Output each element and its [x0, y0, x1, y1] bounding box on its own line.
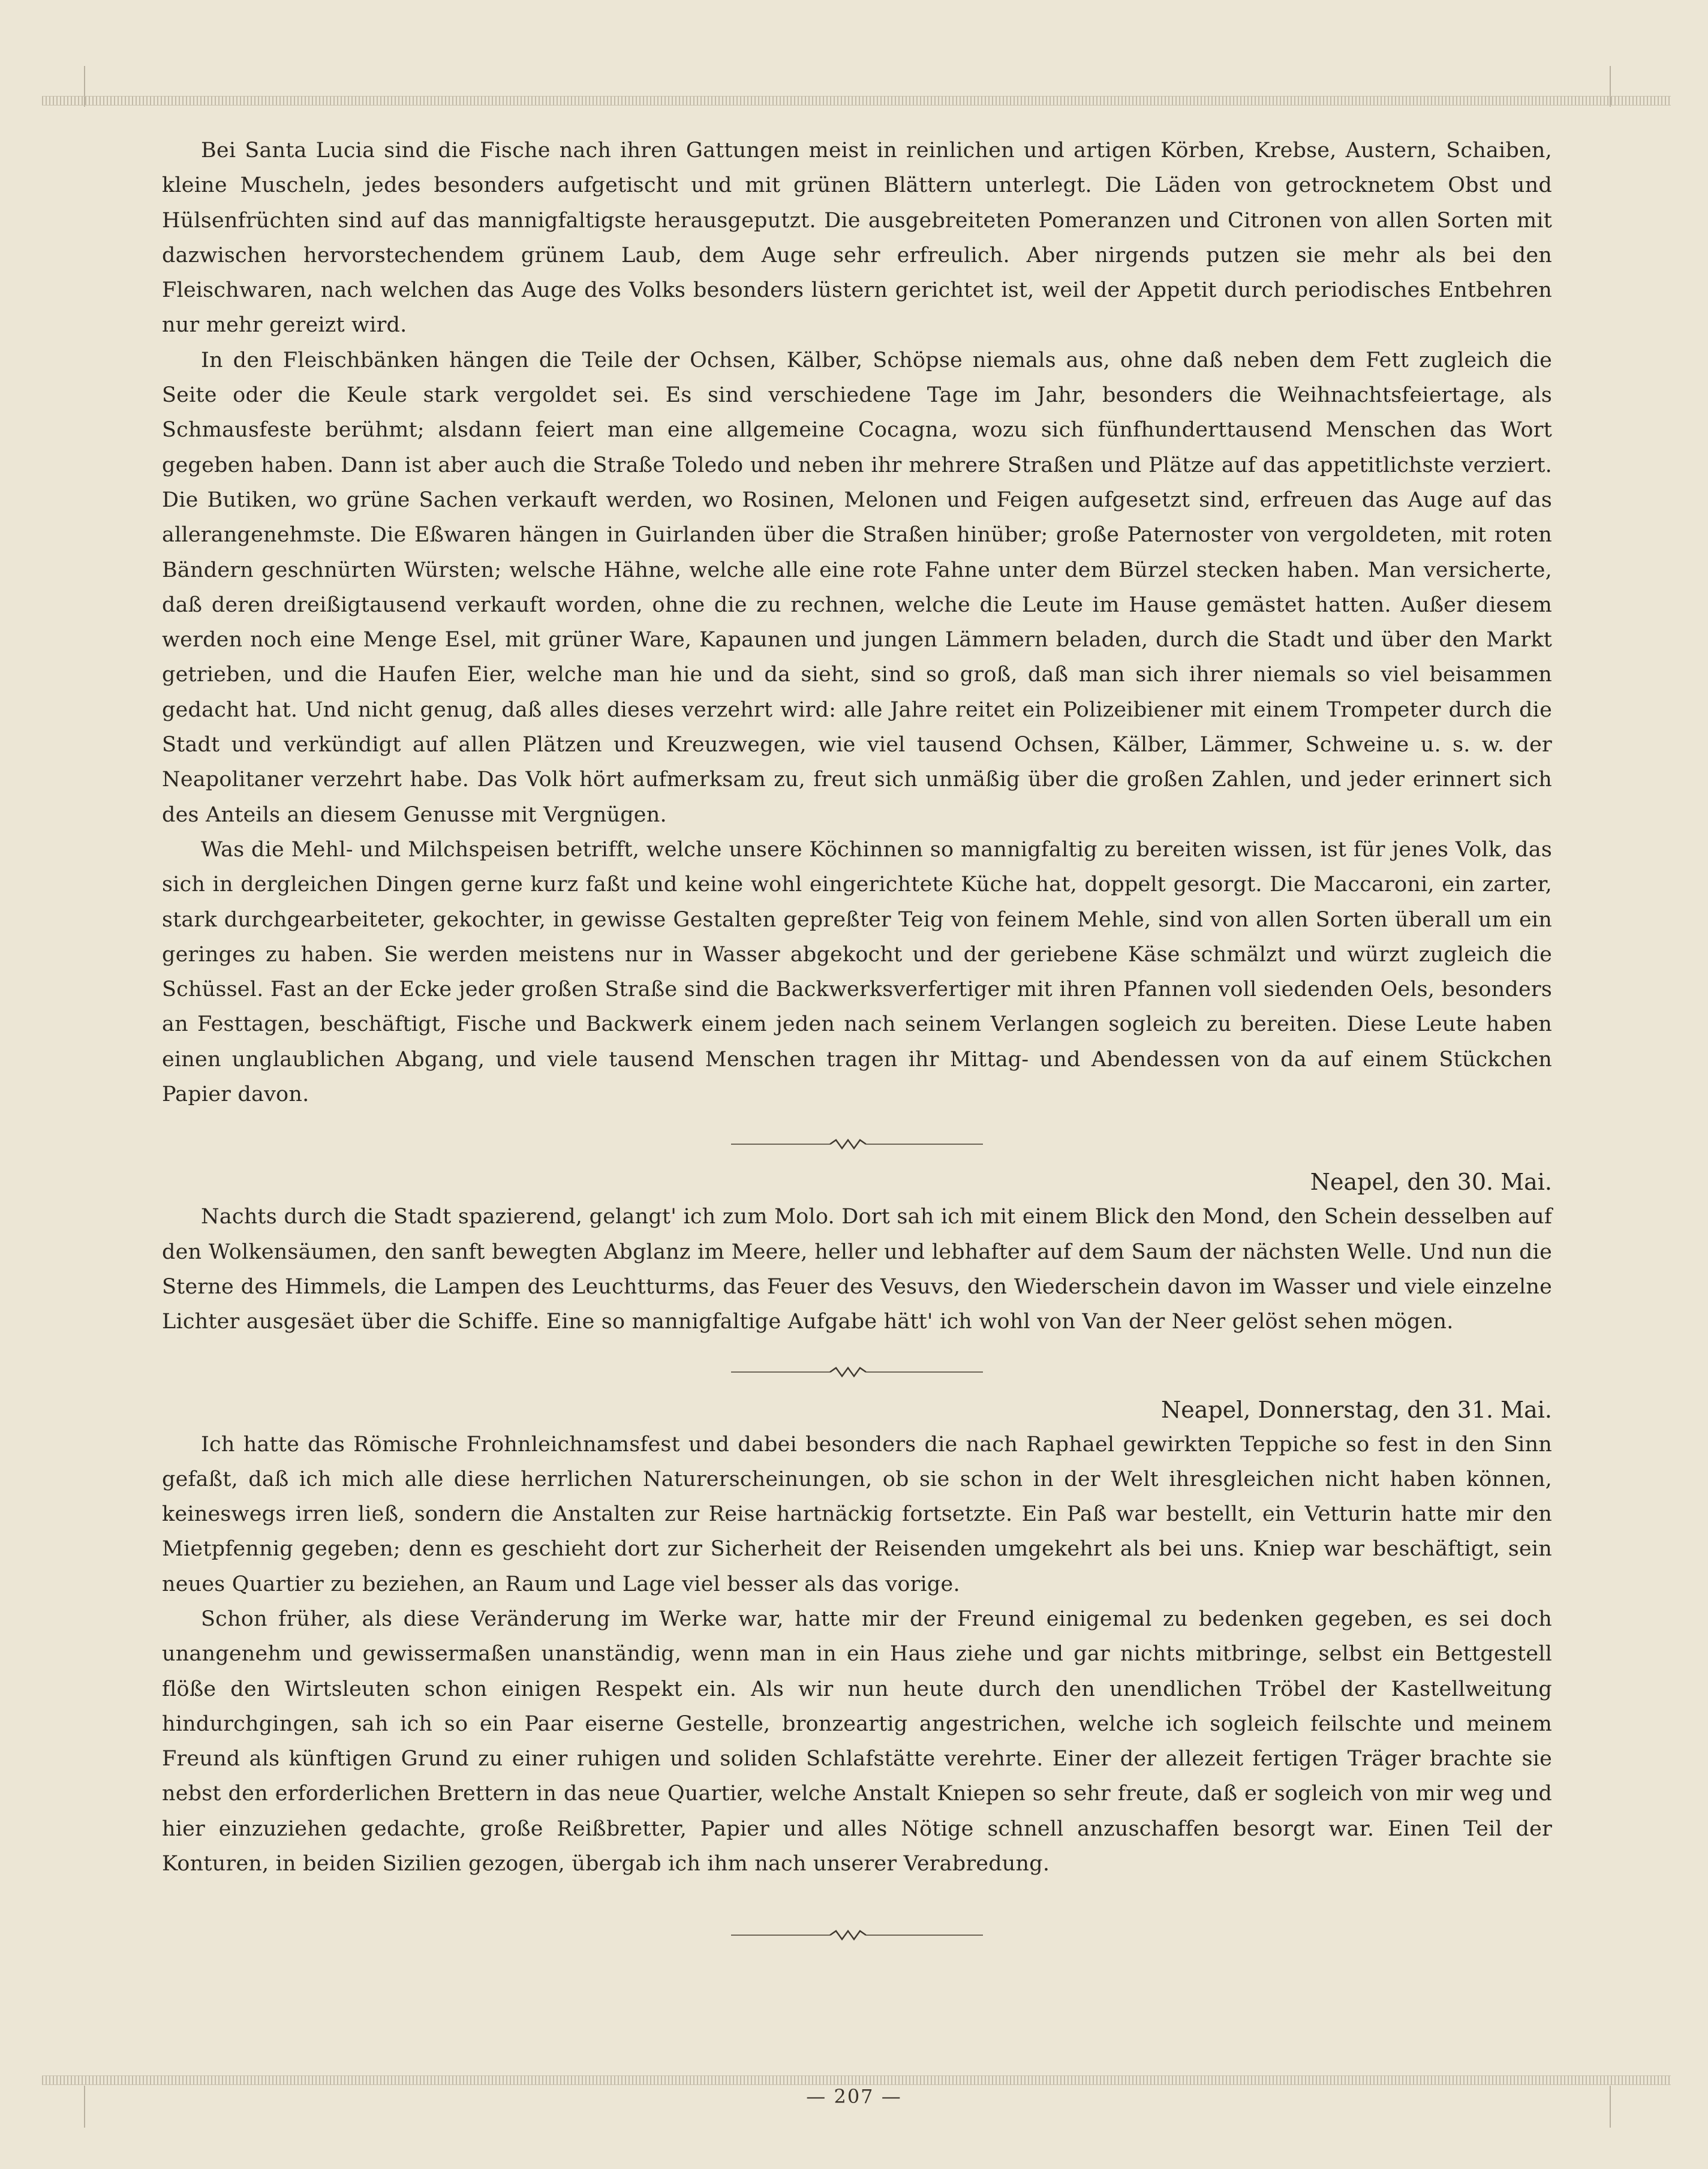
- section-divider-ornament: [731, 1360, 983, 1384]
- paragraph-bedstead: Schon früher, als diese Veränderung im Werke war, hatte mir der Freund einigemal zu bedenken gegeben, es sei doch unangenehm und gewissermaßen unanständig, wenn man in ein Haus ziehe und gar nichts mitbringe, selbst ein Bettgestell flöße den Wirtsleuten schon einigen Respekt ein. Als wir nun heute durch den unendlichen Tröbel der Kastellweitung hindurchgingen, sah ich so ein Paar eiserne Gestelle, bronzeartig angestrichen, welche ich sogleich feilschte und meinem Freund als künftigen Grund zu einer ruhigen und soliden Schlafstätte verehrte. Einer der allezeit fertigen Träger brachte sie nebst den erforderlichen Brettern in das neue Quartier, welche Anstalt Kniepen so sehr freute, daß er sogleich von mir weg und hier einzuziehen gedachte, große Reißbretter, Papier und alles Nötige schnell anzuschaffen besorgt war. Einen Teil der Konturen, in beiden Sizilien gezogen, übergab ich ihm nach unserer Verabredung.: [162, 1607, 1552, 1876]
- frame-right-vertical-rule: [1610, 2086, 1611, 2128]
- page-number: — 207 —: [806, 2085, 902, 2108]
- top-ornamental-border: [42, 96, 1671, 106]
- section-divider-ornament: [731, 1923, 983, 1947]
- section-divider-ornament: [731, 1132, 983, 1156]
- dateline-31-mai: Neapel, Donnerstag, den 31. Mai.: [1160, 1396, 1552, 1423]
- page-body: [162, 133, 1552, 1947]
- bottom-ornamental-border: [42, 2075, 1671, 2085]
- paragraph-night-walk: Nachts durch die Stadt spazierend, gelangt' ich zum Molo. Dort sah ich mit einem Blick den Mond, den Schein desselben auf den Wolkensäumen, den sanft bewegten Abglanz im Meere, heller und lebhafter auf dem Saum der nächsten Welle. Und nun die Sterne des Himmels, die Lampen des Leuchtturms, das Feuer des Vesuvs, den Wiederschein davon im Wasser und viele einzelne Lichter ausgesäet über die Schiffe. Eine so mannigfaltige Aufgabe hätt' ich wohl von Van der Neer gelöst sehen mögen.: [162, 1205, 1552, 1334]
- paragraph-macaroni: Was die Mehl- und Milchspeisen betrifft, welche unsere Köchinnen so mannigfaltig zu bereiten wissen, ist für jenes Volk, das sich in dergleichen Dingen gerne kurz faßt und keine wohl eingerichtete Küche hat, doppelt gesorgt. Die Maccaroni, ein zarter, stark durchgearbeiteter, gekochter, in gewisse Gestalten gepreßter Teig von feinem Mehle, sind von allen Sorten überall um ein geringes zu haben. Sie werden meistens nur in Wasser abgekocht und der geriebene Käse schmälzt und würzt zugleich die Schüssel. Fast an der Ecke jeder großen Straße sind die Backwerksverfertiger mit ihren Pfannen voll siedenden Oels, besonders an Festtagen, beschäftigt, Fische und Backwerk einem jeden nach seinem Verlangen sogleich zu bereiten. Diese Leute haben einen unglaublichen Abgang, und viele tausend Menschen tragen ihr Mittag- und Abendessen von da auf einem Stückchen Papier davon.: [162, 837, 1552, 1107]
- paragraph-meat-stalls: In den Fleischbänken hängen die Teile der Ochsen, Kälber, Schöpse niemals aus, ohne daß neben dem Fett zugleich die Seite oder die Keule stark vergoldet sei. Es sind verschiedene Tage im Jahr, besonders die Weihnachtsfeiertage, als Schmausfeste berühmt; alsdann feiert man eine allgemeine Cocagna, wozu sich fünfhunderttausend Menschen das Wort gegeben haben. Dann ist aber auch die Straße Toledo und neben ihr mehrere Straßen und Plätze auf das appetitlichste verziert. Die Butiken, wo grüne Sachen verkauft werden, wo Rosinen, Melonen und Feigen aufgesetzt sind, erfreuen das Auge auf das allerangenehmste. Die Eßwaren hängen in Guirlanden über die Straßen hinüber; große Paternoster von vergoldeten, mit roten Bändern geschnürten Würsten; welsche Hähne, welche alle eine rote Fahne unter dem Bürzel stecken haben. Man versicherte, daß deren dreißigtausend verkauft worden, ohne die zu rechnen, welche die Leute im Hause gemästet hatten. Außer diesem werden noch eine Menge Esel, mit grüner Ware, Kapaunen und jungen Lämmern beladen, durch die Stadt und über den Markt getrieben, und die Haufen Eier, welche man hie und da sieht, sind so groß, daß man sich ihrer niemals so viel beisammen gedacht hat. Und nicht genug, daß alles dieses verzehrt wird: alle Jahre reitet ein Polizeibiener mit einem Trompeter durch die Stadt und verkündigt auf allen Plätzen und Kreuzwegen, wie viel tausend Ochsen, Kälber, Lämmer, Schweine u. s. w. der Neapolitaner verzehrt habe. Das Volk hört aufmerksam zu, freut sich unmäßig über die großen Zahlen, und jeder erinnert sich des Anteils an diesem Genusse mit Vergnügen.: [162, 348, 1552, 827]
- dateline-30-mai: Neapel, den 30. Mai.: [1310, 1169, 1552, 1196]
- frame-left-vertical-rule: [84, 2086, 85, 2128]
- paragraph-corpus-christi: Ich hatte das Römische Frohnleichnamsfest und dabei besonders die nach Raphael gewirkten Teppiche so fest in den Sinn gefaßt, daß ich mich alle diese herrlichen Naturerscheinungen, ob sie schon in der Welt ihresgleichen nicht haben können, keineswegs irren ließ, sondern die Anstalten zur Reise hartnäckig fortsetzte. Ein Paß war bestellt, ein Vetturin hatte mir den Mietpfennig gegeben; denn es geschieht dort zur Sicherheit der Reisenden umgekehrt als bei uns. Kniep war beschäftigt, sein neues Quartier zu beziehen, an Raum und Lage viel besser als das vorige.: [162, 1432, 1552, 1596]
- paragraph-fish-market: Bei Santa Lucia sind die Fische nach ihren Gattungen meist in reinlichen und artigen Körben, Krebse, Austern, Schaiben, kleine Muscheln, jedes besonders aufgetischt und mit grünen Blättern unterlegt. Die Läden von getrocknetem Obst und Hülsenfrüchten sind auf das mannigfaltigste herausgeputzt. Die ausgebreiteten Pomeranzen und Citronen von allen Sorten mit dazwischen hervorstechendem grünem Laub, dem Auge sehr erfreulich. Aber nirgends putzen sie mehr als bei den Fleischwaren, nach welchen das Auge des Volks besonders lüstern gerichtet ist, weil der Appetit durch periodisches Entbehren nur mehr gereizt wird.: [162, 139, 1552, 338]
